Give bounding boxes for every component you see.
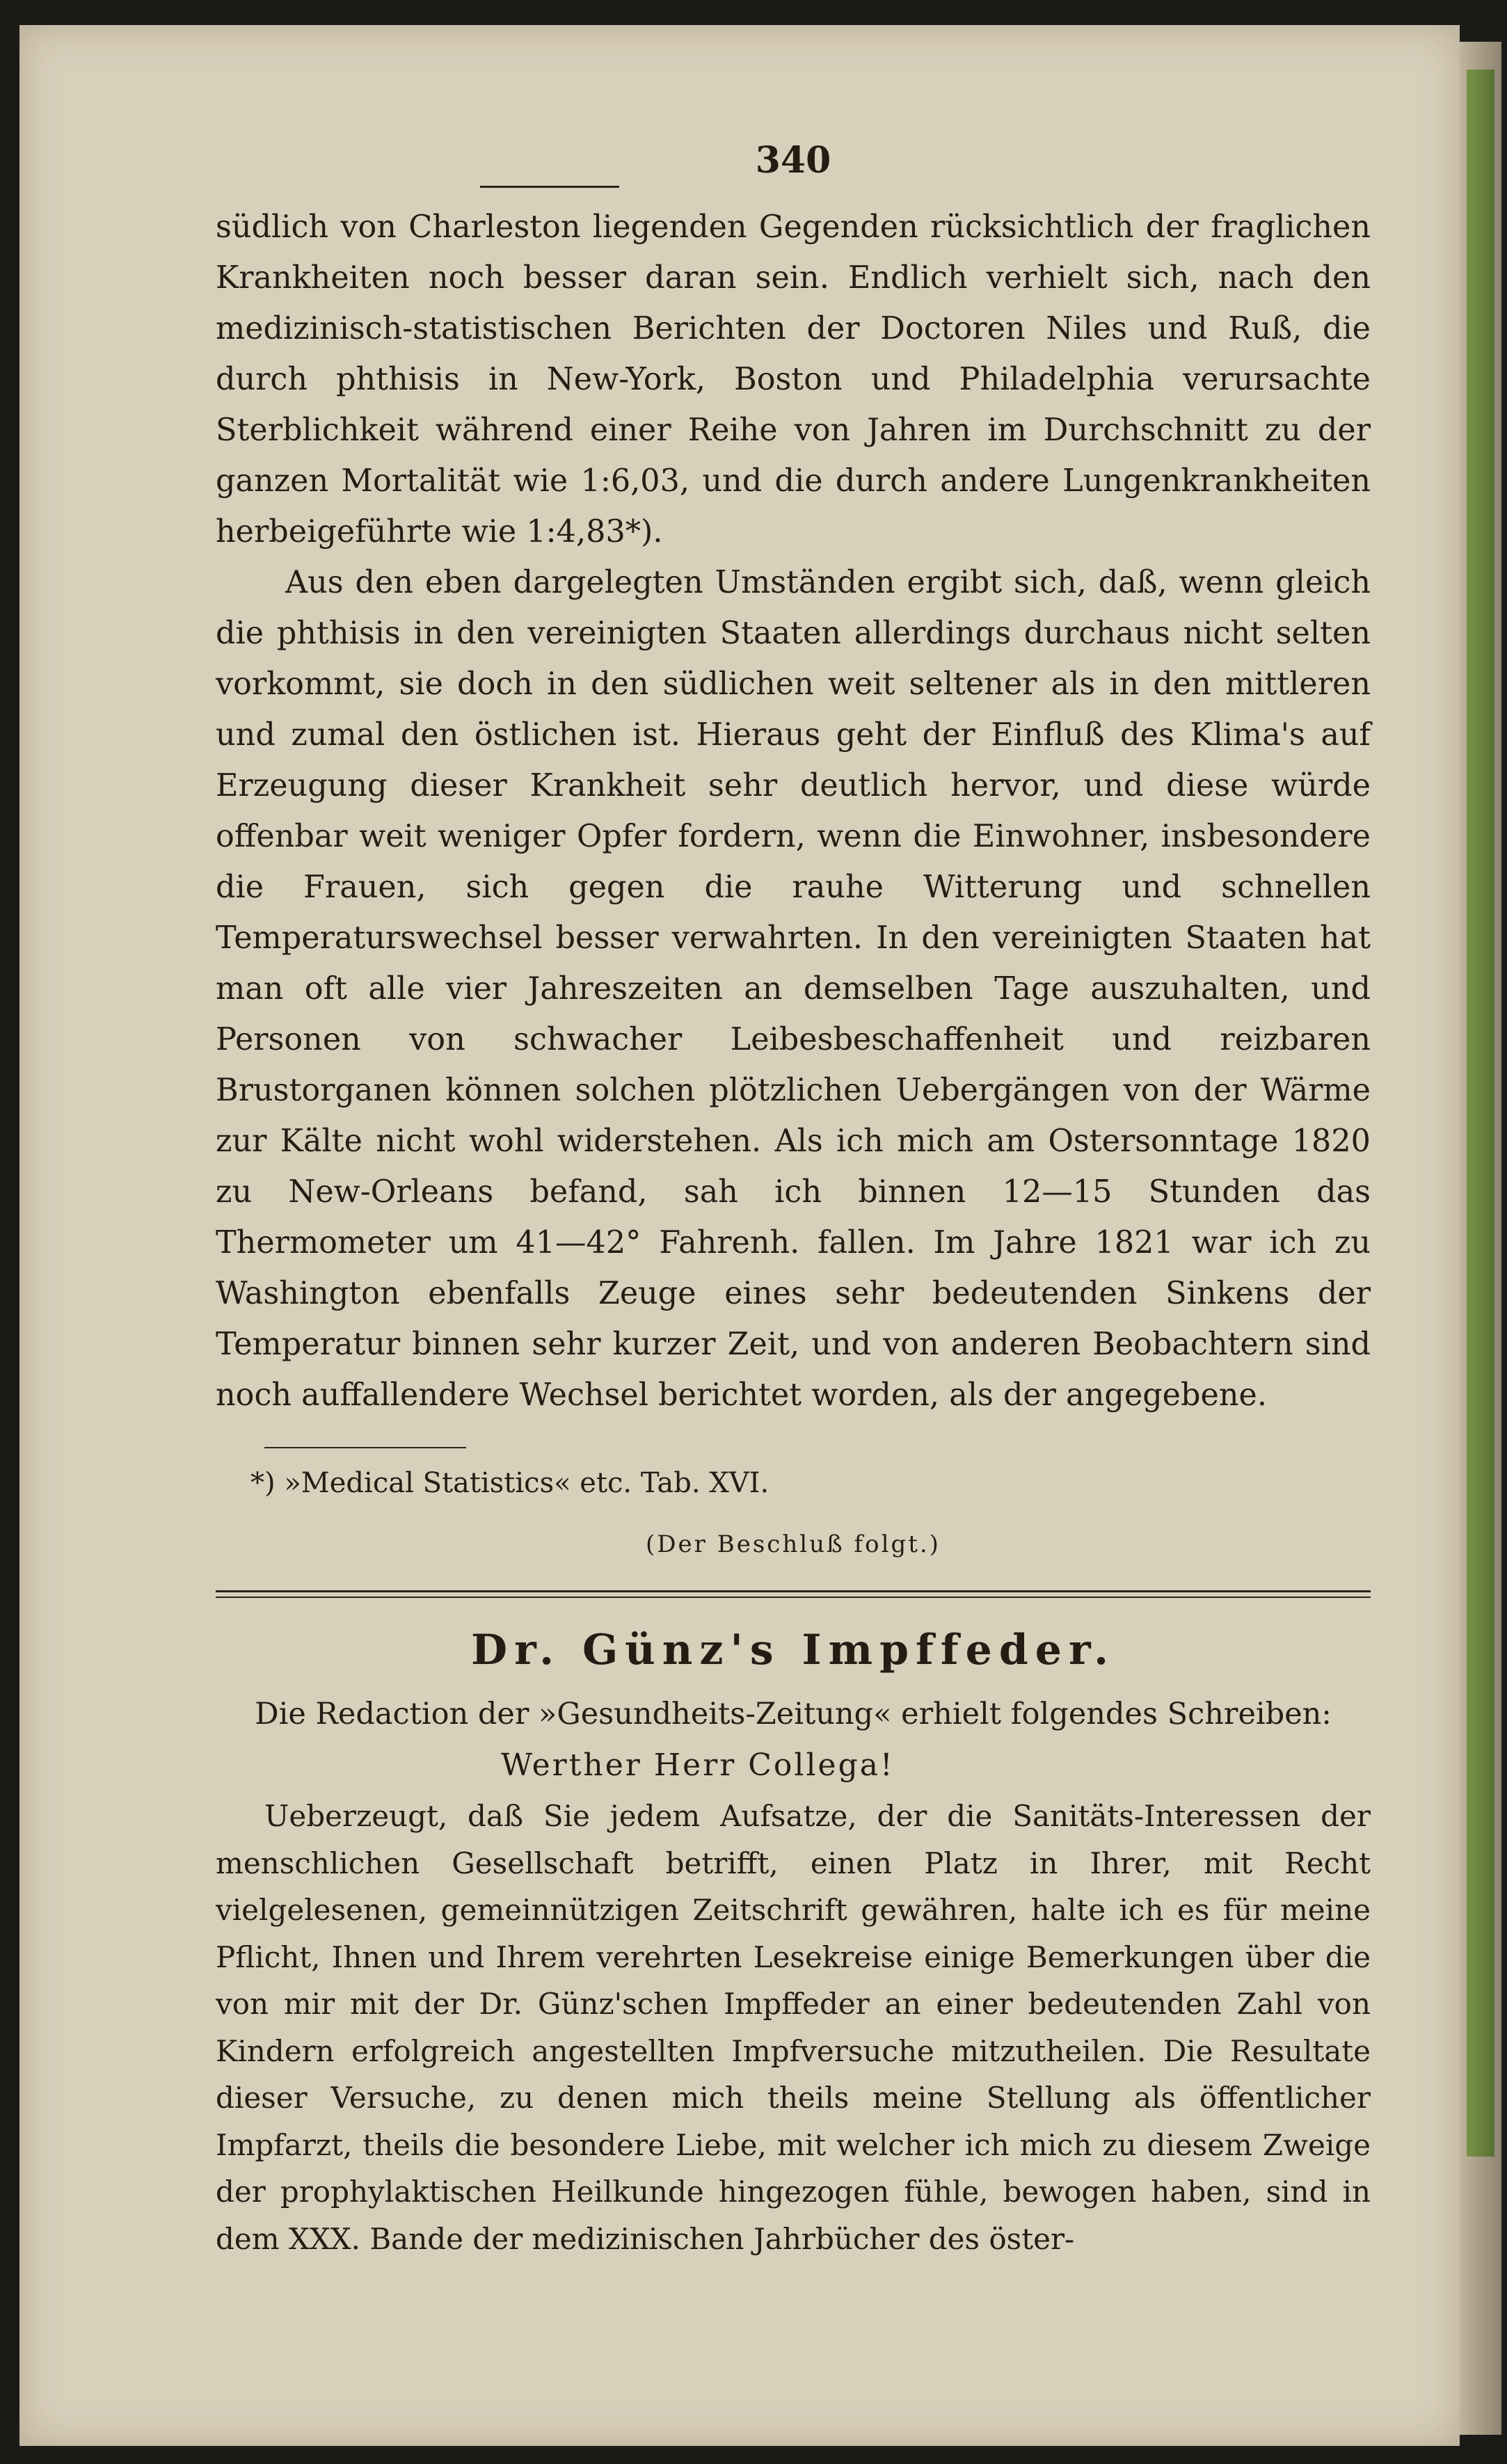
page-number-rule: [480, 186, 619, 188]
page-number: 340: [755, 139, 831, 182]
main-text: [216, 202, 1371, 1421]
section-divider: [216, 1590, 1371, 1598]
footnote-rule: [264, 1447, 466, 1448]
bookmark-ribbon: [1467, 70, 1494, 2157]
paragraph-1: südlich von Charleston liegenden Gegenden rücksichtlich der fraglichen Krankheiten noch besser daran sein. Endlich verhielt sich, nach den medizinisch-statistischen Berichten der Doctoren Niles und Ruß, die durch phthisis in New-York, Boston und Philadelphia verursachte Sterblichkeit während einer Reihe von Jahren im Durchschnitt zu der ganzen Mortalität wie 1:6,03, und die durch andere Lungenkrankheiten herbeigeführte wie 1:4,83*).: [216, 209, 1371, 550]
page-content: [216, 118, 1371, 2262]
paragraph-2: Aus den eben dargelegten Umständen ergibt sich, daß, wenn gleich die phthisis in den vereinigten Staaten allerdings durchaus nicht selten vorkommt, sie doch in den südlichen weit seltener als in den mittleren und zumal den östlichen ist. Hieraus geht der Einfluß des Klima's auf Erzeugung dieser Krankheit sehr deutlich hervor, und diese würde offenbar weit weniger Opfer fordern, wenn die Einwohner, insbesondere die Frauen, sich gegen die rauhe Witterung und schnellen Temperaturswechsel besser verwahrten. In den vereinigten Staaten hat man oft alle vier Jahreszeiten an demselben Tage auszuhalten, und Personen von schwacher Leibesbeschaffenheit und reizbaren Brustorganen können solchen plötzlichen Uebergängen von der Wärme zur Kälte nicht wohl widerstehen. Als ich mich am Ostersonntage 1820 zu New-Orleans befand, sah ich binnen 12—15 Stunden das Thermometer um 41—42° Fahrenh. fallen. Im Jahre 1821 war ich zu Washington ebenfalls Zeuge eines sehr bedeutenden Sinkens der Temperatur binnen sehr kurzer Zeit, und von anderen Beobachtern sind noch auffallendere Wechsel berichtet worden, als der angegebene.: [216, 565, 1371, 1413]
continuation-note: (Der Beschluß folgt.): [646, 1530, 941, 1558]
letter-salutation: Werther Herr Collega!: [501, 1747, 895, 1783]
footnote: *) »Medical Statistics« etc. Tab. XVI.: [250, 1467, 770, 1499]
letter-paragraph: Ueberzeugt, daß Sie jedem Aufsatze, der die Sanitäts-Interessen der menschlichen Gesellschaft betrifft, einen Platz in Ihrer, mit Recht vielgelesenen, gemeinnützigen Zeitschrift gewähren, halte ich es für meine Pflicht, Ihnen und Ihrem verehrten Lesekreise einige Bemerkungen über die von mir mit der Dr. Günz'schen Impffeder an einer bedeutenden Zahl von Kindern erfolgreich angestellten Impfversuche mitzutheilen. Die Resultate dieser Versuche, zu denen mich theils meine Stellung als öffentlicher Impfarzt, theils die besondere Liebe, mit welcher ich mich zu diesem Zweige der prophylaktischen Heilkunde hingezogen fühle, bewogen haben, sind in dem XXX. Bande der medizinischen Jahrbücher des öster-: [216, 1799, 1371, 2256]
section-intro: Die Redaction der »Gesundheits-Zeitung« erhielt folgendes Schreiben:: [255, 1697, 1332, 1731]
letter-body: [216, 1793, 1371, 2262]
section-title: Dr. Günz's Impffeder.: [471, 1626, 1115, 1674]
